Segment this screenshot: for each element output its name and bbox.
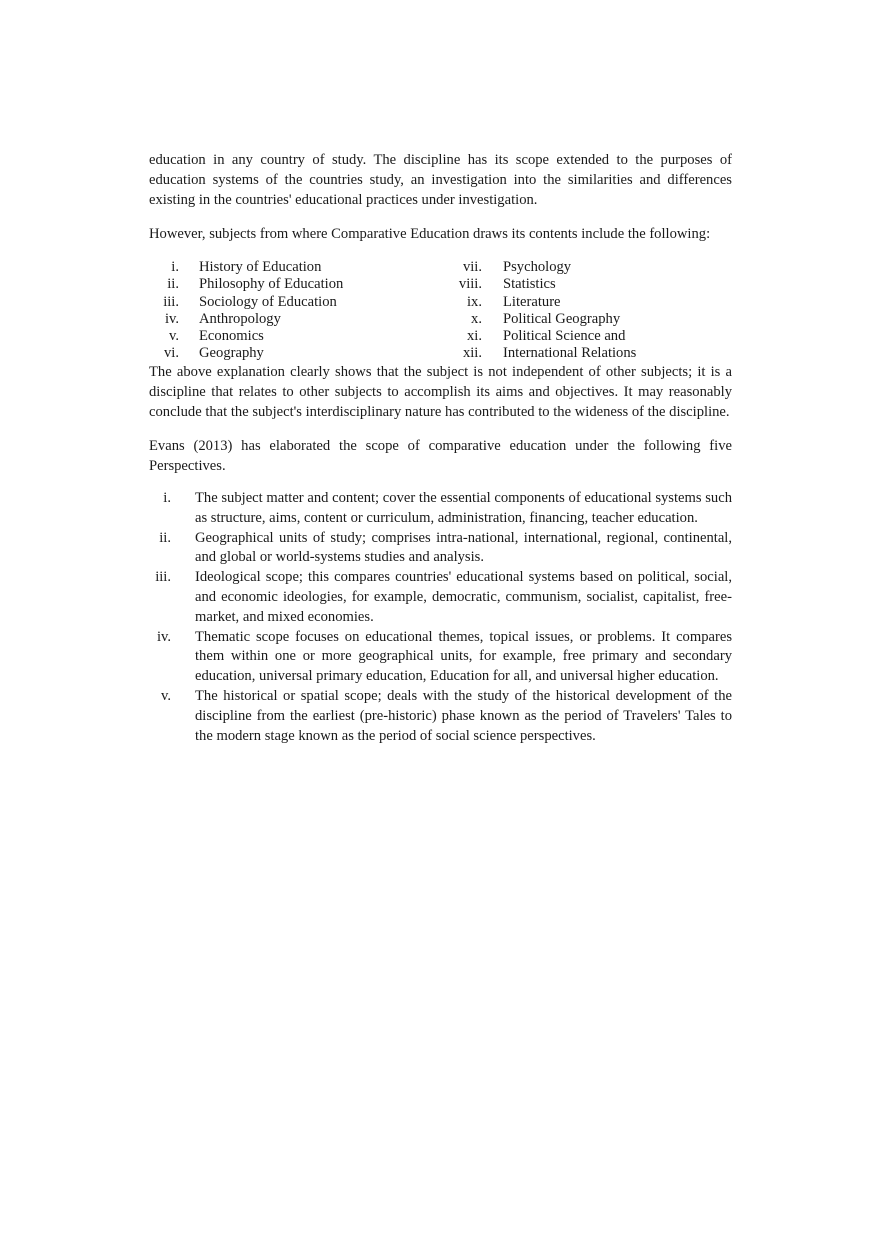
subject-number: ii.	[167, 276, 179, 293]
subject-label: Geography	[199, 345, 264, 362]
subject-label: Political Geography	[503, 310, 621, 327]
subject-label: Philosophy of Education	[199, 276, 344, 293]
intro-paragraph: education in any country of study. The discipline has its scope extended to the purposes of education systems of the countries study, an investigation into the similarities and differences existing in the countries' educational practices under investigation.	[149, 152, 732, 208]
subject-number: ix.	[467, 293, 482, 310]
subject-number: vii.	[462, 259, 482, 275]
perspective-item	[149, 529, 732, 569]
explanation-paragraph: The above explanation clearly shows that the subject is not independent of other subjects; it is a discipline that relates to other subjects to accomplish its aims and objectives. It may reasonably conclude that the subject's interdisciplinary nature has contributed to the wideness of the discipline.	[149, 364, 732, 420]
perspective-item	[149, 628, 732, 687]
subject-label: Literature	[503, 293, 561, 310]
perspective-number: v.	[161, 687, 171, 704]
subject-number: vi.	[164, 345, 179, 362]
subjects-row	[149, 259, 732, 276]
subject-label: Sociology of Education	[199, 293, 337, 310]
subject-number: i.	[171, 259, 179, 275]
subjects-row	[149, 311, 732, 328]
subject-label: Anthropology	[199, 310, 281, 327]
evans-intro-paragraph: Evans (2013) has elaborated the scope of comparative education under the following five Perspectives.	[149, 438, 732, 474]
subjects-row	[149, 328, 732, 345]
subject-number: iv.	[164, 310, 179, 327]
perspective-text: Geographical units of study; comprises intra-national, international, regional, continental, and global or world-systems studies and analysis.	[195, 529, 732, 566]
perspective-number: iii.	[155, 569, 171, 586]
perspectives-list	[149, 489, 732, 746]
subject-number: iii.	[163, 293, 179, 310]
perspective-item	[149, 687, 732, 746]
perspective-item	[149, 489, 732, 529]
subject-number: xi.	[467, 328, 482, 345]
subject-number: x.	[471, 310, 482, 327]
perspective-text: The historical or spatial scope; deals with the study of the historical development of the discipline from the earliest (pre-historic) phase known as the period of Travelers' Tales to the modern stage known as the period of social science perspectives.	[195, 687, 732, 744]
subjects-row	[149, 294, 732, 311]
subjects-row	[149, 276, 732, 293]
subjects-row	[149, 345, 732, 362]
subject-number: xii.	[462, 345, 482, 362]
subjects-intro-paragraph: However, subjects from where Comparative Education draws its contents include the following:	[149, 226, 711, 242]
subject-label: Political Science and	[503, 328, 626, 345]
subject-number: v.	[169, 328, 179, 345]
perspective-text: Thematic scope focuses on educational themes, topical issues, or problems. It compares them within one or more geographical units, for example, free primary and secondary education, universal primary education, Education for all, and universal higher education.	[195, 628, 732, 685]
subjects-list	[149, 259, 732, 363]
subject-label: Economics	[199, 328, 264, 345]
perspective-text: The subject matter and content; cover the essential components of educational systems such as structure, aims, content or curriculum, administration, financing, teacher education.	[195, 490, 732, 526]
subject-label: International Relations	[503, 345, 637, 362]
subject-number: viii.	[458, 276, 482, 293]
perspective-number: ii.	[159, 529, 171, 546]
subject-label: Statistics	[503, 276, 556, 293]
perspective-text: Ideological scope; this compares countries' educational systems based on political, social, and economic ideologies, for example, democratic, communism, socialist, capitalist, free-market, and mixed economies.	[195, 569, 732, 625]
perspective-number: iv.	[156, 628, 171, 645]
perspective-item	[149, 568, 732, 627]
subject-label: History of Education	[199, 259, 322, 275]
subject-label: Psychology	[503, 259, 572, 275]
perspective-number: i.	[163, 490, 171, 506]
